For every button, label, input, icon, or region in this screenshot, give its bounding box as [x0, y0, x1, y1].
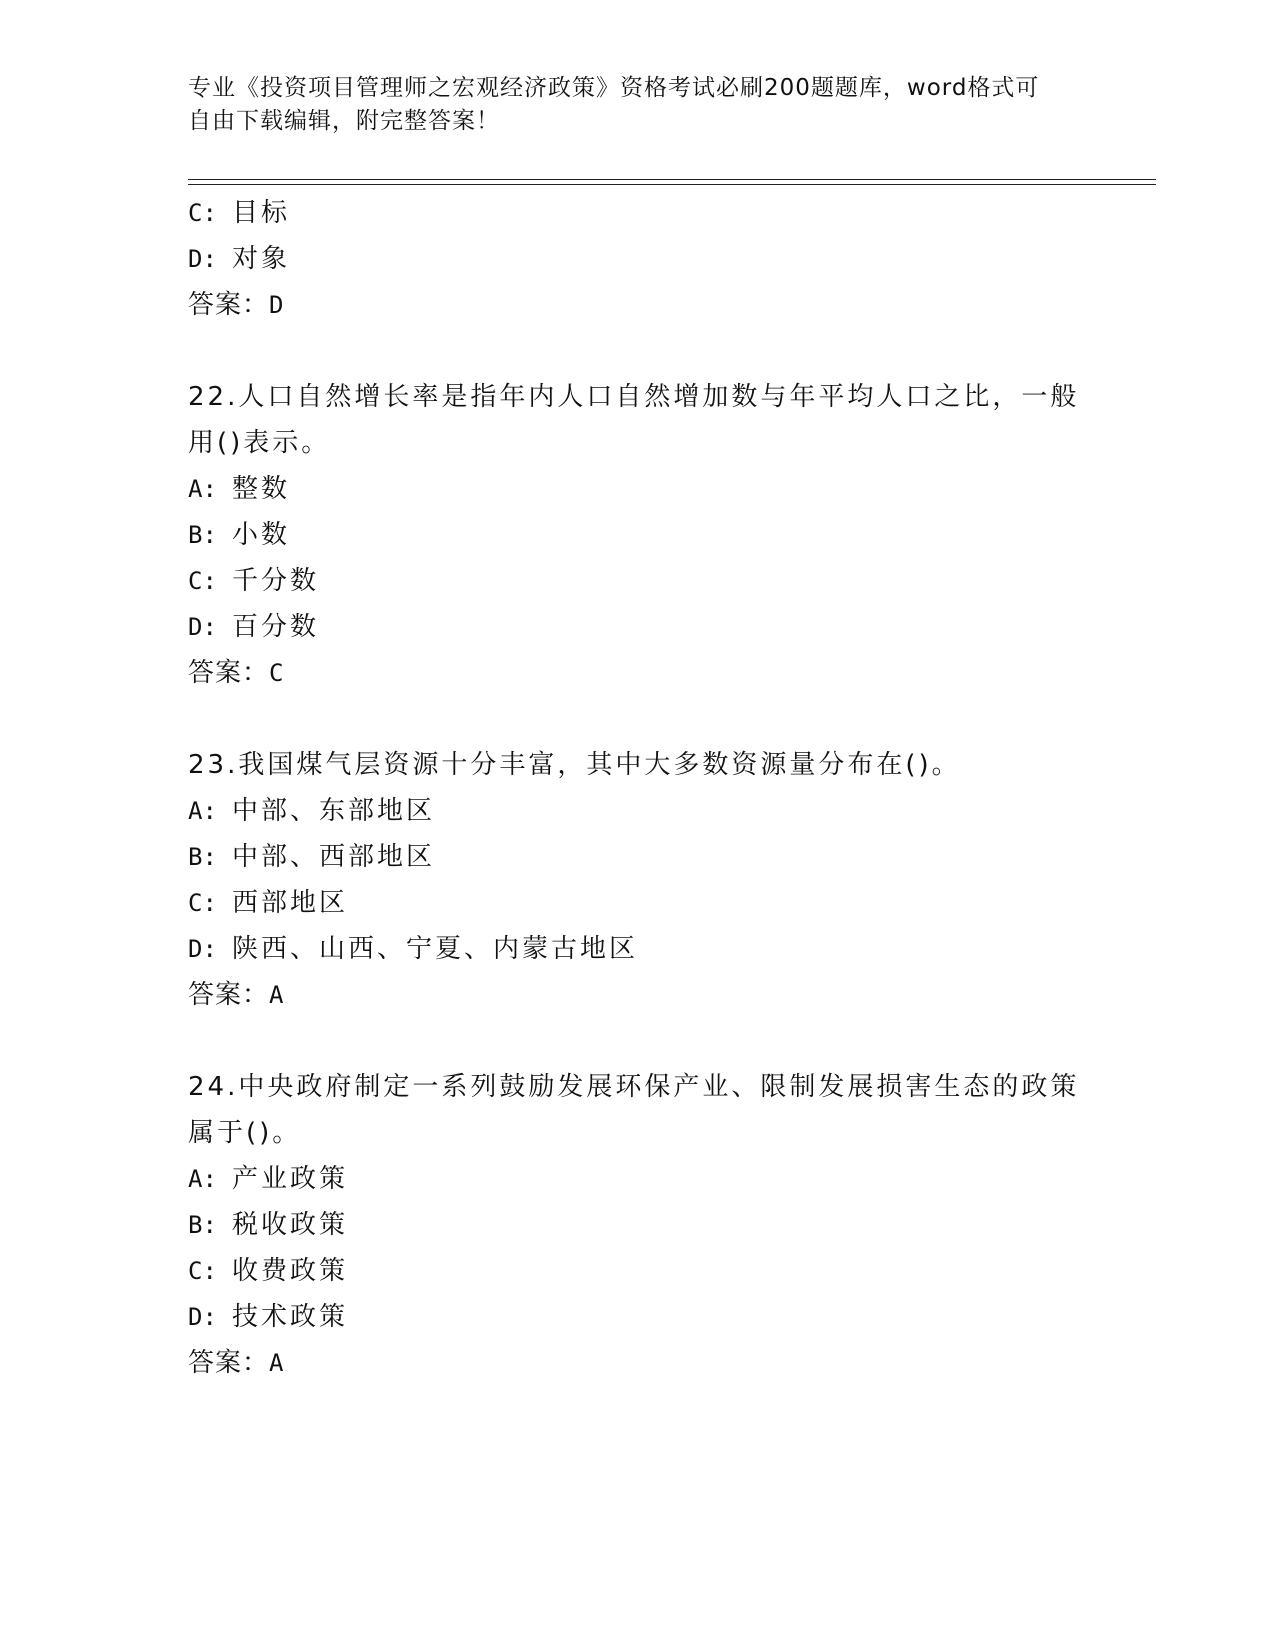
option-letter: A: — [188, 1165, 217, 1193]
answer-value: A — [269, 1349, 285, 1377]
option-letter: D: — [188, 1303, 217, 1331]
option-c — [188, 1248, 1088, 1294]
option-b — [188, 1202, 1088, 1248]
option-letter: A: — [188, 797, 217, 825]
option-text: 收费政策 — [232, 1256, 349, 1286]
header-line-2: 自由下载编辑，附完整答案！ — [188, 108, 500, 134]
question-21-tail — [188, 190, 1088, 328]
question-22 — [188, 374, 1088, 696]
answer-value: D — [269, 291, 285, 319]
option-letter: C: — [188, 567, 217, 595]
option-text: 百分数 — [232, 612, 320, 642]
option-b — [188, 512, 1088, 558]
option-letter: D: — [188, 245, 217, 273]
option-text: 中部、西部地区 — [232, 842, 436, 872]
answer-value: C — [269, 659, 285, 687]
question-stem-line-1: 22.人口自然增长率是指年内人口自然增加数与年平均人口之比，一般 — [188, 382, 1080, 412]
option-letter: C: — [188, 889, 217, 917]
question-stem — [188, 374, 1088, 466]
question-stem — [188, 742, 1088, 788]
option-c — [188, 558, 1088, 604]
answer-line — [188, 282, 1088, 328]
header-divider-top — [188, 179, 1156, 180]
answer-line — [188, 972, 1088, 1018]
answer-line — [188, 1340, 1088, 1386]
option-c — [188, 880, 1088, 926]
answer-label: 答案： — [188, 290, 270, 320]
answer-line — [188, 650, 1088, 696]
option-letter: B: — [188, 521, 217, 549]
option-letter: D: — [188, 613, 217, 641]
option-d — [188, 1294, 1088, 1340]
option-d — [188, 236, 1088, 282]
option-d — [188, 926, 1088, 972]
option-c — [188, 190, 1088, 236]
option-text: 中部、东部地区 — [232, 796, 436, 826]
option-letter: A: — [188, 475, 217, 503]
option-text: 对象 — [232, 244, 291, 274]
header-divider-bottom — [188, 184, 1156, 185]
document-header — [188, 72, 1068, 138]
option-a — [188, 1156, 1088, 1202]
answer-value: A — [269, 981, 285, 1009]
option-a — [188, 788, 1088, 834]
question-stem-line-1: 24.中央政府制定一系列鼓励发展环保产业、限制发展损害生态的政策 — [188, 1072, 1080, 1102]
option-text: 税收政策 — [232, 1210, 349, 1240]
option-letter: B: — [188, 1211, 217, 1239]
option-letter: B: — [188, 843, 217, 871]
option-d — [188, 604, 1088, 650]
question-stem-line-1: 23.我国煤气层资源十分丰富，其中大多数资源量分布在()。 — [188, 750, 961, 780]
option-text: 技术政策 — [232, 1302, 349, 1332]
question-stem-line-2: 属于()。 — [188, 1118, 302, 1148]
option-b — [188, 834, 1088, 880]
question-24 — [188, 1064, 1088, 1386]
question-stem-line-2: 用()表示。 — [188, 428, 331, 458]
option-text: 目标 — [232, 198, 291, 228]
option-text: 小数 — [232, 520, 291, 550]
option-text: 整数 — [232, 474, 291, 504]
option-a — [188, 466, 1088, 512]
answer-label: 答案： — [188, 1348, 270, 1378]
header-line-1: 专业《投资项目管理师之宏观经济政策》资格考试必刷200题题库，word格式可 — [188, 75, 1040, 101]
question-stem — [188, 1064, 1088, 1156]
answer-label: 答案： — [188, 658, 270, 688]
answer-label: 答案： — [188, 980, 270, 1010]
option-text: 产业政策 — [232, 1164, 349, 1194]
option-text: 西部地区 — [232, 888, 349, 918]
option-text: 陕西、山西、宁夏、内蒙古地区 — [232, 934, 639, 964]
question-23 — [188, 742, 1088, 1018]
option-text: 千分数 — [232, 566, 320, 596]
option-letter: C: — [188, 199, 217, 227]
option-letter: D: — [188, 935, 217, 963]
question-list — [188, 190, 1088, 1386]
option-letter: C: — [188, 1257, 217, 1285]
